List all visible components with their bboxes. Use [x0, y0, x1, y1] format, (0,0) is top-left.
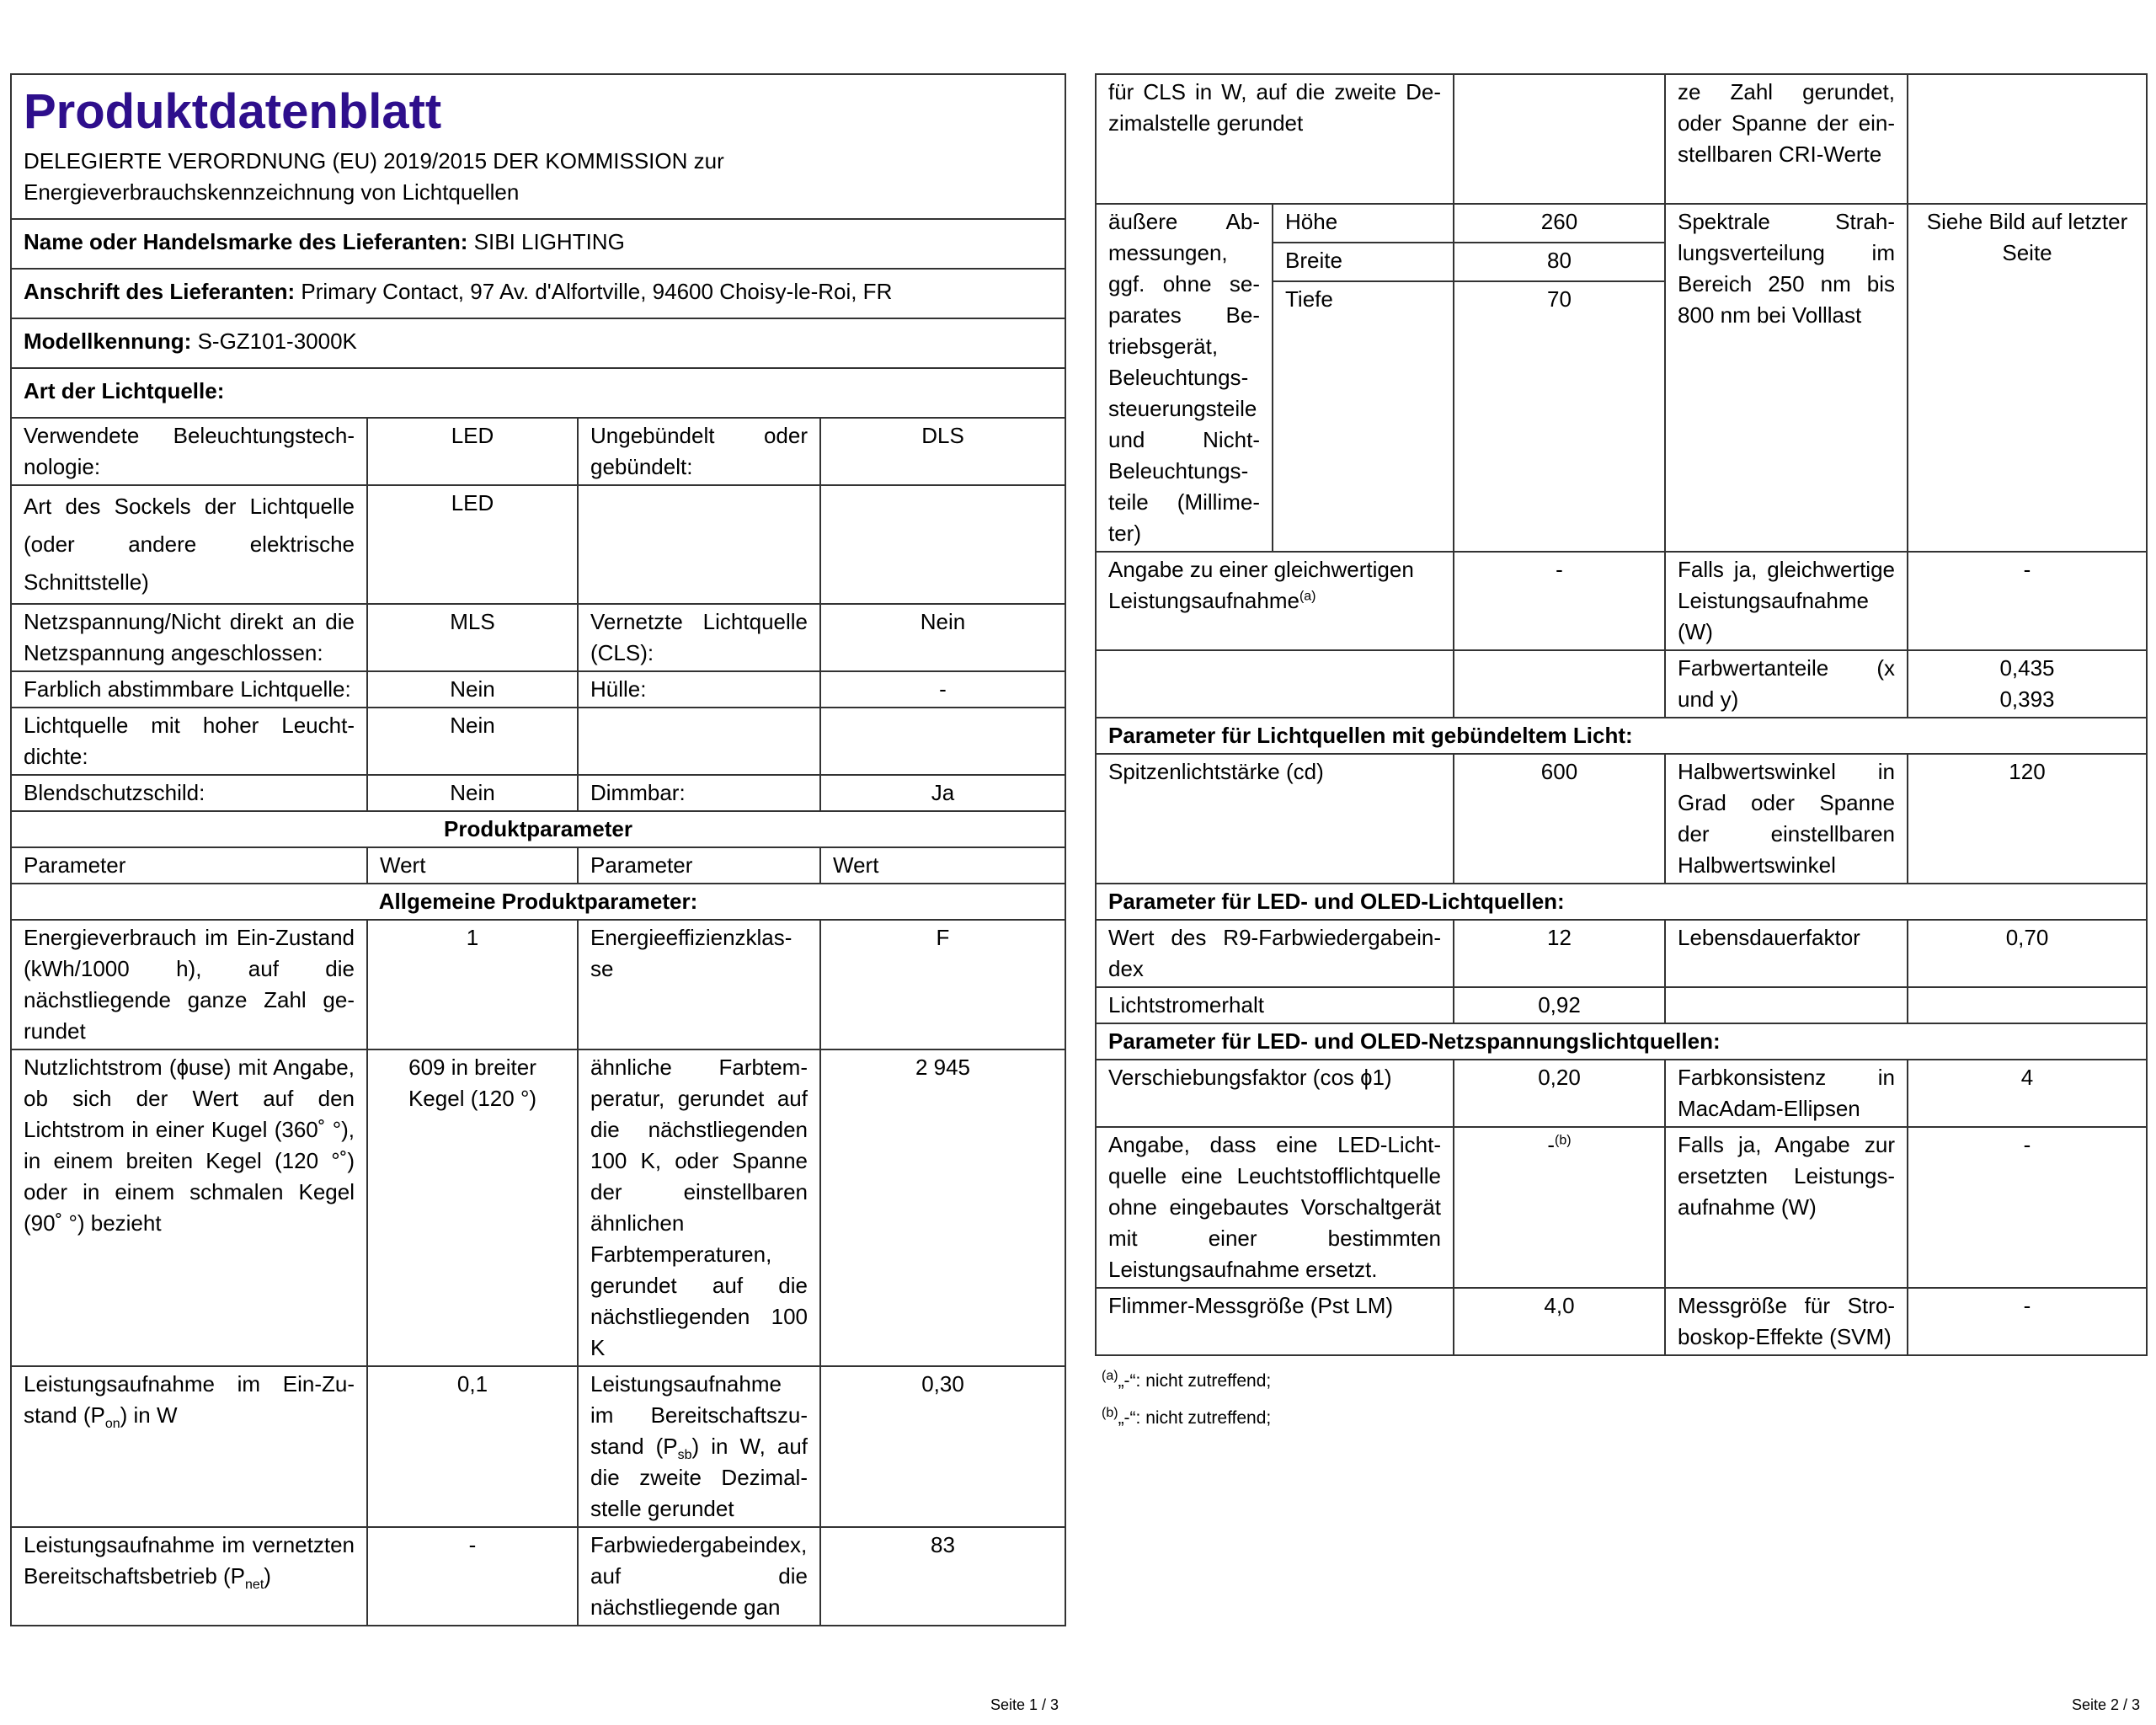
cell-label — [1096, 552, 1454, 650]
table-row — [1096, 74, 2147, 204]
cell-label: Netzspannung/Nicht direkt an die Netzspannung angeschlossen: — [11, 604, 367, 671]
cell-label: Verschiebungsfaktor (cos ɸ1) — [1096, 1060, 1454, 1127]
cell-label — [578, 1366, 820, 1527]
cell-label: Energieverbrauch im Ein-Zustand (kWh/1000 h), auf die nächstliegende ganze Zahl gerundet — [11, 920, 367, 1049]
cell-label: Messgröße für Stroboskop-Effekte (SVM) — [1665, 1288, 1908, 1355]
supplier-name-label: Name oder Handelsmarke des Lieferanten: — [24, 229, 468, 254]
cell-label: Nutzlichtstrom (ɸuse) mit Angabe, ob sich der Wert auf den Lichtstrom in einer Kugel (360˚ °), in einem breiten Kegel (120 °˚) oder in einem schmalen Kegel (90˚ °) bezieht — [11, 1049, 367, 1366]
directional-heading: Parameter für Lichtquellen mit gebündeltem Licht: — [1096, 718, 2147, 754]
table-row — [11, 485, 1065, 604]
cell-label: Farbwertanteile (x und y) — [1665, 650, 1908, 718]
page-2 — [1095, 73, 2146, 1437]
footnote-text: „-“: nicht zutreffend; — [1118, 1408, 1272, 1428]
cell-value: - — [1454, 552, 1665, 650]
cell-value: 0,30 — [820, 1366, 1065, 1527]
general-params-heading: Allgemeine Produktparameter: — [11, 884, 1065, 920]
supplier-address-label: Anschrift des Lieferanten: — [24, 279, 296, 304]
cell-value: - — [1908, 1288, 2147, 1355]
cell-value: 1 — [367, 920, 578, 1049]
cell-label — [1096, 650, 1454, 718]
cell-label: Farblich abstimmbare Lichtquelle: — [11, 671, 367, 708]
dimension-value: 260 — [1454, 204, 1665, 243]
superscript: (a) — [1102, 1369, 1118, 1383]
cell-value: 0,20 — [1454, 1060, 1665, 1127]
cell-label: Farbkonsistenz in MacAdam-Ellipsen — [1665, 1060, 1908, 1127]
cell-value — [1454, 74, 1665, 204]
footnotes — [1095, 1363, 2146, 1437]
table-row — [1096, 650, 2147, 718]
supplier-address-row — [11, 269, 1065, 318]
table-row — [1096, 1288, 2147, 1355]
footnote-a — [1102, 1363, 2146, 1400]
supplier-name-row — [11, 219, 1065, 269]
datasheet-table-page-2 — [1095, 73, 2148, 1356]
text: - — [1547, 1132, 1556, 1157]
cell-value: - — [1908, 1127, 2147, 1288]
cell-label: ähnliche Farbtemperatur, gerundet auf die nächstliegenden 100 K, oder Spanne der einstellbaren ähnlichen Farbtemperaturen, gerundet auf die nächstliegenden 100 K — [578, 1049, 820, 1366]
model-value: S-GZ101-3000K — [197, 328, 357, 354]
dimension-key: Tiefe — [1273, 281, 1454, 552]
table-row — [1096, 987, 2147, 1023]
col-header: Parameter — [578, 847, 820, 884]
mains-heading: Parameter für LED- und OLED-Netzspannungslichtquellen: — [1096, 1023, 2147, 1060]
table-row — [1096, 754, 2147, 884]
cell-label: Lebensdauerfaktor — [1665, 920, 1908, 987]
table-row — [1096, 1127, 2147, 1288]
cell-label: Flimmer-Messgröße (Pst LM) — [1096, 1288, 1454, 1355]
cell-value: 0,1 — [367, 1366, 578, 1527]
col-header: Parameter — [11, 847, 367, 884]
cell-value — [1908, 74, 2147, 204]
title-cell — [11, 74, 1065, 219]
cell-label: Falls ja, gleichwertige Leistungsaufnahme (W) — [1665, 552, 1908, 650]
dimension-key: Höhe — [1273, 204, 1454, 243]
led-heading: Parameter für LED- und OLED-Lichtquellen: — [1096, 884, 2147, 920]
cell-value — [820, 708, 1065, 775]
cell-label: Wert des R9-Farbwiedergabeindex — [1096, 920, 1454, 987]
table-row — [1096, 204, 2147, 243]
cell-value: 120 — [1908, 754, 2147, 884]
cell-value — [1908, 650, 2147, 718]
text: ) in W — [120, 1402, 178, 1428]
table-row — [11, 1366, 1065, 1527]
page-title: Produktdatenblatt — [24, 84, 442, 139]
cell-label: Lichtstromerhalt — [1096, 987, 1454, 1023]
cell-value: Nein — [367, 775, 578, 811]
subscript: on — [104, 1417, 120, 1432]
cell-label: Energieeffizienzklasse — [578, 920, 820, 1049]
cell-value: - — [820, 671, 1065, 708]
table-row — [11, 604, 1065, 671]
cell-value — [1454, 650, 1665, 718]
table-row — [1096, 1060, 2147, 1127]
supplier-address-value: Primary Contact, 97 Av. d'Alfortville, 94600 Choisy-le-Roi, FR — [301, 279, 893, 304]
product-params-heading: Produktparameter — [11, 811, 1065, 847]
table-row — [11, 418, 1065, 485]
cell-label: Falls ja, Angabe zur ersetzten Leistungsaufnahme (W) — [1665, 1127, 1908, 1288]
dimension-value: 80 — [1454, 243, 1665, 281]
cell-label: ze Zahl gerundet, oder Spanne der einstellbaren CRI-Werte — [1665, 74, 1908, 204]
cell-label: Dimmbar: — [578, 775, 820, 811]
cell-value: LED — [367, 485, 578, 604]
cell-label: Ungebündelt oder gebündelt: — [578, 418, 820, 485]
cell-label: Farbwiedergabeindex, auf die nächstliegende gan — [578, 1527, 820, 1626]
subscript: net — [245, 1578, 264, 1593]
cell-value: 83 — [820, 1527, 1065, 1626]
cell-value: 12 — [1454, 920, 1665, 987]
cell-value: Nein — [367, 671, 578, 708]
cell-label: Blendschutzschild: — [11, 775, 367, 811]
cell-label: Spektrale Strahlungsverteilung im Bereich 250 nm bis 800 nm bei Volllast — [1665, 204, 1908, 552]
cell-value: Nein — [820, 604, 1065, 671]
text: Leistungsaufnahme im Ein-Zustand (P — [24, 1371, 355, 1428]
footnote-text: „-“: nicht zutreffend; — [1118, 1371, 1272, 1391]
superscript: (a) — [1299, 589, 1316, 604]
text: Angabe zu einer gleichwertigen Leistungsaufnahme — [1108, 557, 1414, 613]
cell-value: 2 945 — [820, 1049, 1065, 1366]
superscript: (b) — [1555, 1133, 1572, 1148]
dimension-key: Breite — [1273, 243, 1454, 281]
col-header: Wert — [367, 847, 578, 884]
text: Leistungsaufnahme im vernetzten Bereitschaftsbetrieb (P — [24, 1532, 355, 1589]
cell-label: für CLS in W, auf die zweite Dezimalstelle gerundet — [1096, 74, 1454, 204]
dimensions-label: äußere Abmessungen, ggf. ohne separates Betriebsgerät, Beleuchtungssteuerungsteile und Nicht-Beleuchtungsteile (Millimeter) — [1096, 204, 1273, 552]
table-row — [11, 920, 1065, 1049]
cell-label: Hülle: — [578, 671, 820, 708]
table-row — [11, 1049, 1065, 1366]
table-row — [11, 708, 1065, 775]
cell-label: Halbwertswinkel in Grad oder Spanne der einstellbaren Halbwertswinkel — [1665, 754, 1908, 884]
cell-value: 4 — [1908, 1060, 2147, 1127]
text: Leistungsaufnahme im Bereitschaftszustand (P — [590, 1371, 808, 1459]
cell-label — [1665, 987, 1908, 1023]
page-1 — [10, 73, 1065, 1626]
table-row — [11, 671, 1065, 708]
cell-value — [820, 485, 1065, 604]
table-row — [11, 1527, 1065, 1626]
cell-label — [578, 485, 820, 604]
cell-value — [1454, 1127, 1665, 1288]
color-y: 0,393 — [1999, 686, 2055, 712]
cell-value — [1908, 987, 2147, 1023]
cell-value: - — [367, 1527, 578, 1626]
cell-value: 600 — [1454, 754, 1665, 884]
cell-value: 0,92 — [1454, 987, 1665, 1023]
datasheet-table-page-1 — [10, 73, 1066, 1626]
page-number-2: Seite 2 / 3 — [2072, 1696, 2141, 1713]
cell-label: Lichtquelle mit hoher Leuchtdichte: — [11, 708, 367, 775]
dimension-value: 70 — [1454, 281, 1665, 552]
supplier-name-value: SIBI LIGHTING — [473, 229, 625, 254]
cell-label — [11, 1366, 367, 1527]
model-label: Modellkennung: — [24, 328, 192, 354]
cell-value: DLS — [820, 418, 1065, 485]
superscript: (b) — [1102, 1406, 1118, 1420]
color-x: 0,435 — [1999, 655, 2055, 681]
subscript: sb — [677, 1448, 692, 1463]
cell-value: Ja — [820, 775, 1065, 811]
cell-value: 0,70 — [1908, 920, 2147, 987]
cell-label: Art des Sockels der Lichtquelle (oder andere elektrische Schnittstelle) — [11, 485, 367, 604]
column-header-row — [11, 847, 1065, 884]
table-row — [1096, 552, 2147, 650]
light-source-type-heading: Art der Lichtquelle: — [11, 368, 1065, 418]
cell-label: Angabe, dass eine LED-Lichtquelle eine Leuchtstofflichtquelle ohne eingebautes Vorschaltgerät mit einer bestimmten Leistungsaufnahme ersetzt. — [1096, 1127, 1454, 1288]
col-header: Wert — [820, 847, 1065, 884]
cell-label — [578, 708, 820, 775]
cell-value: Siehe Bild auf letzter Seite — [1908, 204, 2147, 552]
text: ) in W, auf die zweite Dezimalstelle gerundet — [590, 1434, 808, 1521]
cell-label: Verwendete Beleuchtungstechnologie: — [11, 418, 367, 485]
cell-value: - — [1908, 552, 2147, 650]
table-row — [1096, 920, 2147, 987]
cell-value: 609 in breiter Kegel (120 °) — [367, 1049, 578, 1366]
cell-label: Spitzenlichtstärke (cd) — [1096, 754, 1454, 884]
regulation-text: DELEGIERTE VERORDNUNG (EU) 2019/2015 DER KOMMISSION zur Energieverbrauchskennzeichnung von Lichtquellen — [24, 148, 724, 205]
page-number-1: Seite 1 / 3 — [990, 1696, 1059, 1713]
table-row — [11, 775, 1065, 811]
cell-value: MLS — [367, 604, 578, 671]
cell-value: F — [820, 920, 1065, 1049]
cell-label — [11, 1527, 367, 1626]
cell-value: Nein — [367, 708, 578, 775]
cell-value: 4,0 — [1454, 1288, 1665, 1355]
cell-label: Vernetzte Lichtquelle (CLS): — [578, 604, 820, 671]
cell-value: LED — [367, 418, 578, 485]
model-row — [11, 318, 1065, 368]
footnote-b — [1102, 1400, 2146, 1437]
text: ) — [264, 1563, 271, 1589]
